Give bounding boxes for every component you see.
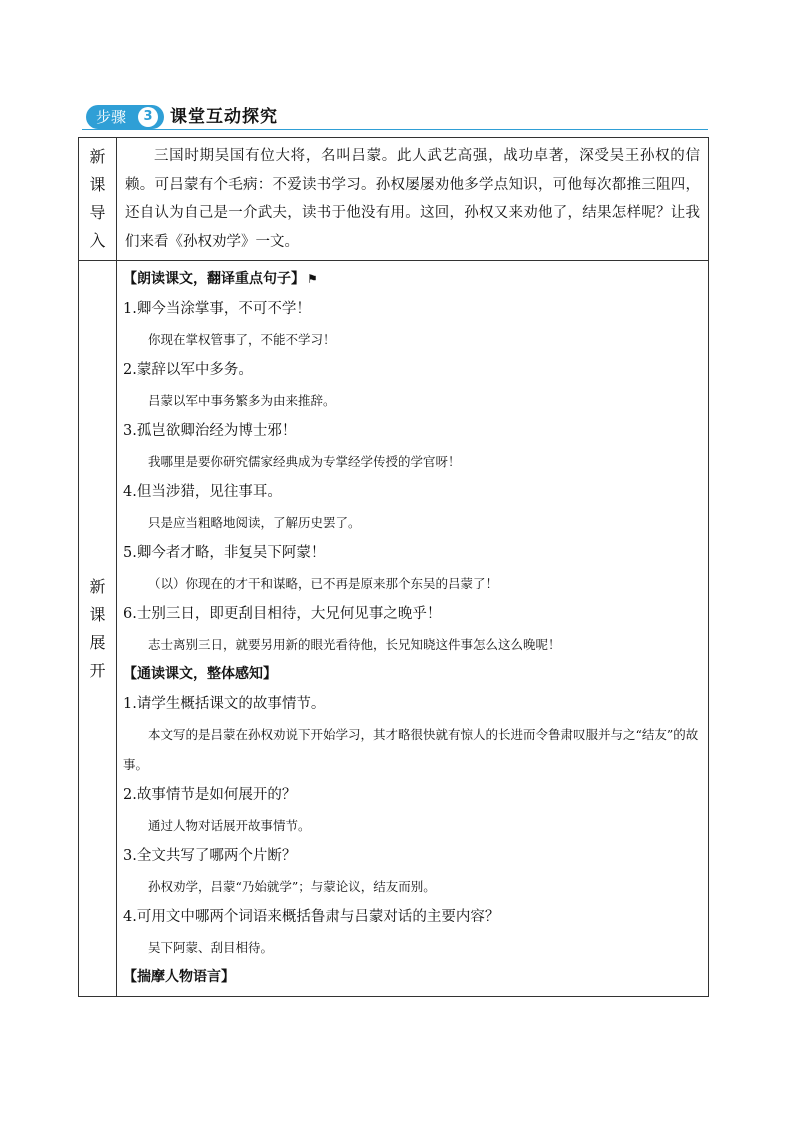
lesson-table bbox=[78, 137, 709, 997]
intro-text: 三国时期吴国有位大将，名叫吕蒙。此人武艺高强，战功卓著，深受吴王孙权的信赖。可吕蒙有个毛病：不爱读书学习。孙权屡屡劝他多学点知识，可他每次都推三阻四，还自认为自己是一介武夫，读书于他没有用。这回，孙权又来劝他了，结果怎样呢？让我们来看《孙权劝学》一文。 bbox=[125, 148, 700, 250]
header-divider bbox=[82, 129, 708, 130]
section-heading-language: 【揣摩人物语言】 bbox=[123, 969, 235, 985]
step-header bbox=[82, 104, 708, 130]
step-label: 步骤 bbox=[96, 108, 127, 126]
answer-item: 你现在掌权管事了，不能不学习！ bbox=[148, 332, 336, 347]
answer-item: 只是应当粗略地阅读，了解历史罢了。 bbox=[148, 515, 361, 530]
answer-item: 通过人物对话展开故事情节。 bbox=[148, 818, 311, 833]
main-label: 新 课 展 开 bbox=[89, 576, 106, 680]
answer-item: 吴下阿蒙、刮目相待。 bbox=[148, 940, 274, 955]
answer-item: （以）你现在的才干和谋略，已不再是原来那个东吴的吕蒙了！ bbox=[148, 576, 499, 591]
answer-item: 孙权劝学，吕蒙“乃始就学”；与蒙论议，结友而别。 bbox=[148, 879, 436, 894]
question-item: 1.请学生概括课文的故事情节。 bbox=[123, 696, 326, 712]
question-item: 2.蒙辞以军中多务。 bbox=[123, 362, 253, 378]
section-heading-overview: 【通读课文，整体感知】 bbox=[123, 666, 277, 682]
step-number: 3 bbox=[138, 107, 158, 127]
section-heading-translate: 【朗读课文，翻译重点句子】 ⚑ bbox=[123, 265, 700, 294]
intro-label: 新 课 导 入 bbox=[89, 147, 106, 250]
main-row bbox=[79, 261, 709, 997]
question-item: 4.但当涉猎，见往事耳。 bbox=[123, 484, 282, 500]
answer-item: 本文写的是吕蒙在孙权劝说下开始学习，其才略很快就有惊人的长进而令鲁肃叹服并与之“结友”的故事。 bbox=[123, 727, 699, 772]
question-item: 1.卿今当涂掌事，不可不学！ bbox=[123, 301, 311, 317]
flag-icon: ⚑ bbox=[307, 272, 318, 286]
answer-item: 吕蒙以军中事务繁多为由来推辞。 bbox=[148, 393, 336, 408]
question-item: 4.可用文中哪两个词语来概括鲁肃与吕蒙对话的主要内容？ bbox=[123, 909, 500, 925]
question-item: 3.全文共写了哪两个片断？ bbox=[123, 848, 297, 864]
section-title: 课堂互动探究 bbox=[170, 107, 278, 127]
intro-row bbox=[79, 138, 709, 261]
intro-content-cell bbox=[117, 138, 709, 261]
question-item: 5.卿今者才略，非复吴下阿蒙！ bbox=[123, 545, 326, 561]
answer-item: 我哪里是要你研究儒家经典成为专掌经学传授的学官呀！ bbox=[148, 454, 461, 469]
question-item: 2.故事情节是如何展开的？ bbox=[123, 787, 297, 803]
intro-label-cell bbox=[79, 138, 117, 261]
step-badge bbox=[86, 105, 164, 129]
main-content-cell bbox=[117, 261, 709, 997]
question-item: 6.士别三日，即更刮目相待，大兄何见事之晚乎！ bbox=[123, 606, 442, 622]
answer-item: 志士离别三日，就要另用新的眼光看待他，长兄知晓这件事怎么这么晚呢！ bbox=[148, 637, 561, 652]
main-label-cell bbox=[79, 261, 117, 997]
question-item: 3.孤岂欲卿治经为博士邪！ bbox=[123, 423, 297, 439]
